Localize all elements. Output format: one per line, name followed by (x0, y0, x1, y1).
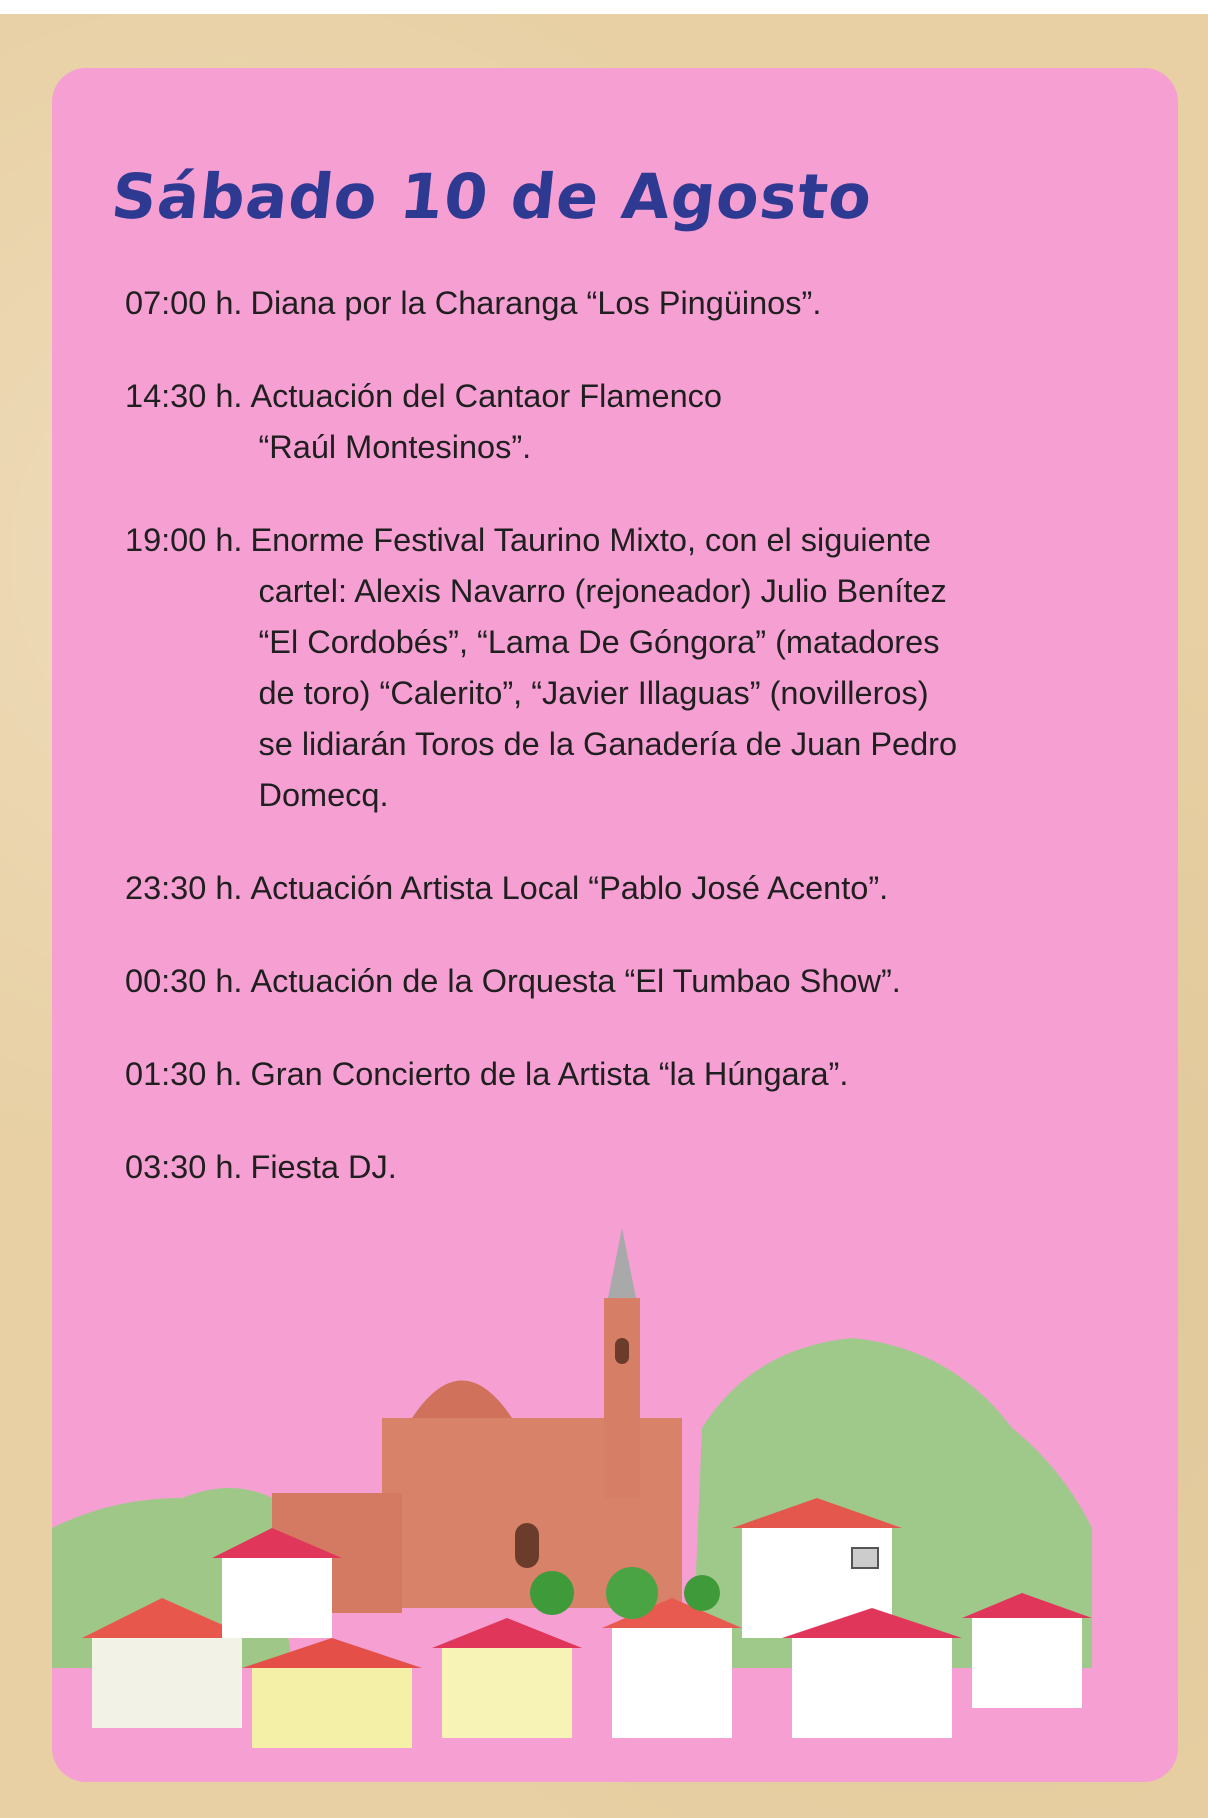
event-line: se lidiarán Toros de la Ganadería de Juan Pedro (258, 726, 958, 762)
day-title: Sábado 10 de Agosto (108, 160, 877, 233)
house (222, 1558, 332, 1638)
event-time: 14:30 h. (125, 378, 243, 414)
event-time: 03:30 h. (125, 1149, 243, 1185)
event-line: Actuación del Cantaor Flamenco (250, 378, 722, 414)
event-line: Diana por la Charanga “Los Pingüinos”. (250, 285, 822, 321)
house (252, 1668, 412, 1748)
event-list (125, 278, 1135, 1235)
event-line: Domecq. (258, 777, 389, 813)
event-item (125, 1049, 1135, 1100)
tree (530, 1571, 574, 1615)
tower-spire (608, 1228, 636, 1298)
event-item (125, 1142, 1135, 1193)
bell-tower (604, 1298, 640, 1498)
house (92, 1638, 242, 1728)
village-illustration (52, 1198, 1178, 1782)
event-item (125, 956, 1135, 1007)
event-line: Fiesta DJ. (250, 1149, 397, 1185)
event-line: cartel: Alexis Navarro (rejoneador) Julio Benítez (258, 573, 947, 609)
event-time: 23:30 h. (125, 870, 243, 906)
house (792, 1638, 952, 1738)
event-item (125, 371, 1135, 473)
event-description (242, 1049, 1135, 1100)
event-time: 01:30 h. (125, 1056, 243, 1092)
house (442, 1648, 572, 1738)
event-description (242, 863, 1135, 914)
house-window (852, 1548, 878, 1568)
event-line: Gran Concierto de la Artista “la Húngara”. (250, 1056, 849, 1092)
event-description (242, 371, 1135, 473)
event-line: Actuación Artista Local “Pablo José Acento”. (250, 870, 889, 906)
event-line: “El Cordobés”, “Lama De Góngora” (matadores (258, 624, 940, 660)
event-time: 07:00 h. (125, 285, 243, 321)
event-line: “Raúl Montesinos”. (258, 429, 532, 465)
event-line: de toro) “Calerito”, “Javier Illaguas” (novilleros) (258, 675, 929, 711)
event-line: Actuación de la Orquesta “El Tumbao Show”. (250, 963, 901, 999)
event-time: 00:30 h. (125, 963, 243, 999)
tree (606, 1567, 658, 1619)
house-roof (432, 1618, 582, 1648)
event-description (242, 956, 1135, 1007)
poster-background (0, 14, 1208, 1818)
event-description (242, 1142, 1135, 1193)
tree (684, 1575, 720, 1611)
tower-window (615, 1338, 629, 1364)
event-item (125, 278, 1135, 329)
church-dome (412, 1381, 512, 1419)
event-time: 19:00 h. (125, 522, 243, 558)
event-line: Enorme Festival Taurino Mixto, con el siguiente (250, 522, 931, 558)
house (972, 1618, 1082, 1708)
event-item (125, 515, 1135, 821)
event-description (242, 278, 1135, 329)
program-card (52, 68, 1178, 1782)
event-item (125, 863, 1135, 914)
event-description (242, 515, 1135, 821)
church-door (515, 1523, 539, 1568)
house (612, 1628, 732, 1738)
